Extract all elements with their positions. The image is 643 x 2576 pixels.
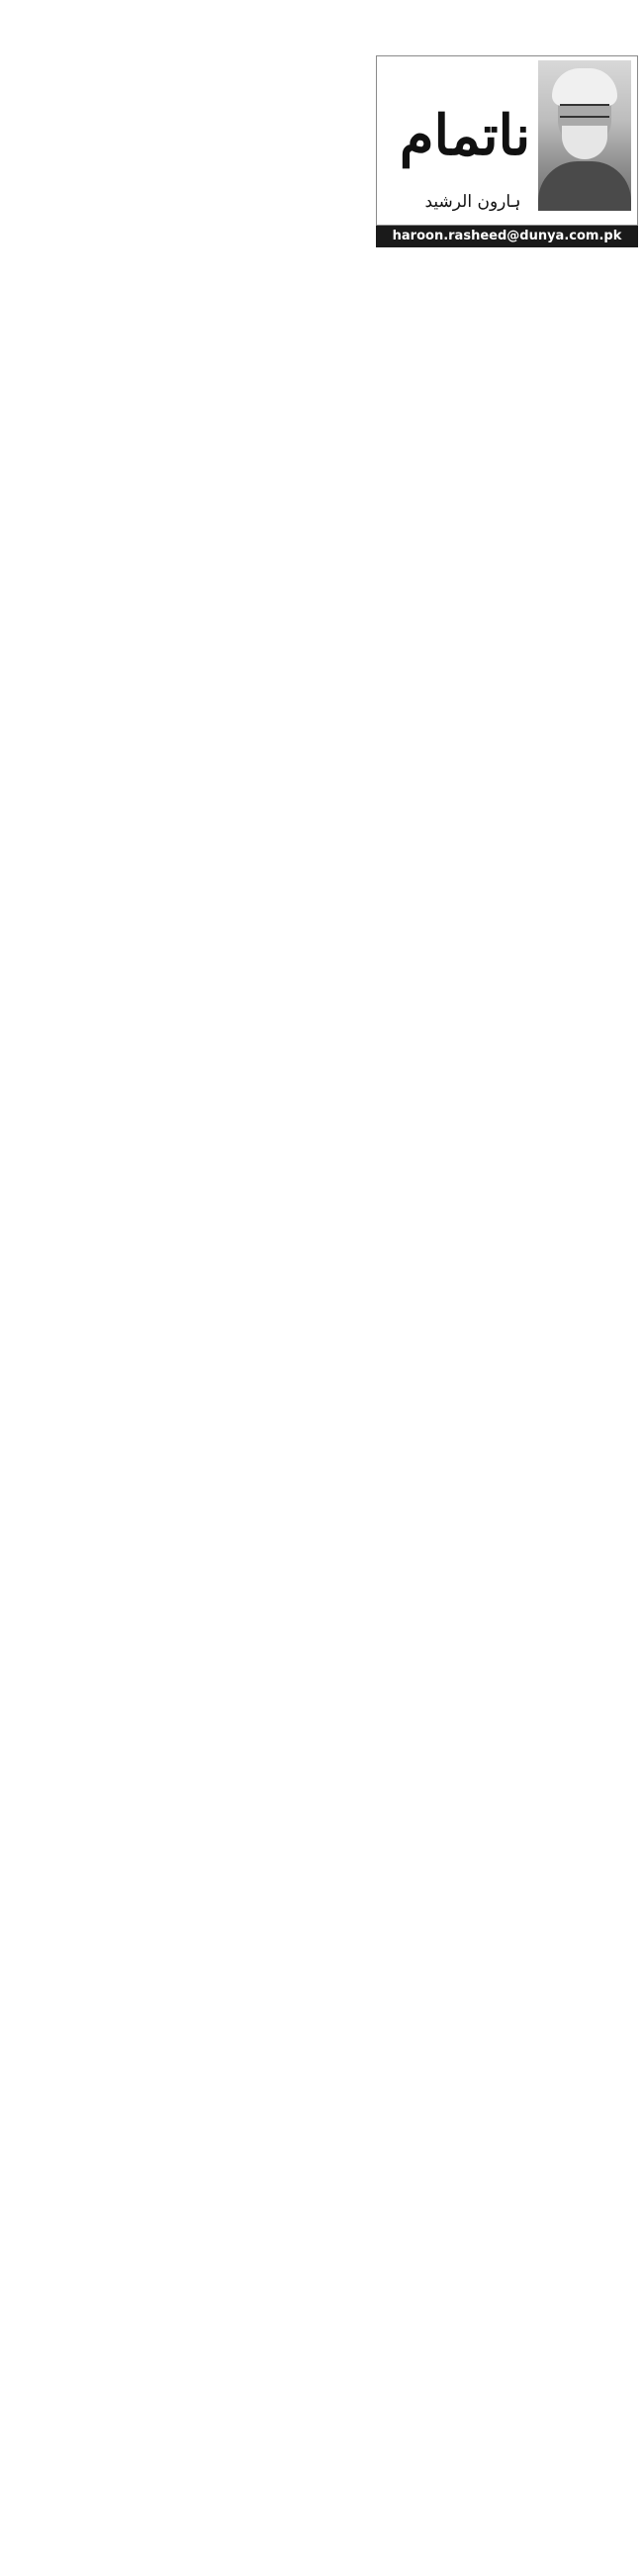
column-masthead	[376, 55, 638, 226]
article-body	[14, 255, 633, 261]
author-name: ہارون الرشید	[424, 192, 521, 212]
author-photo	[538, 60, 631, 211]
author-email: haroon.rasheed@dunya.com.pk	[376, 226, 638, 247]
column-title: ناتمام	[399, 103, 531, 168]
